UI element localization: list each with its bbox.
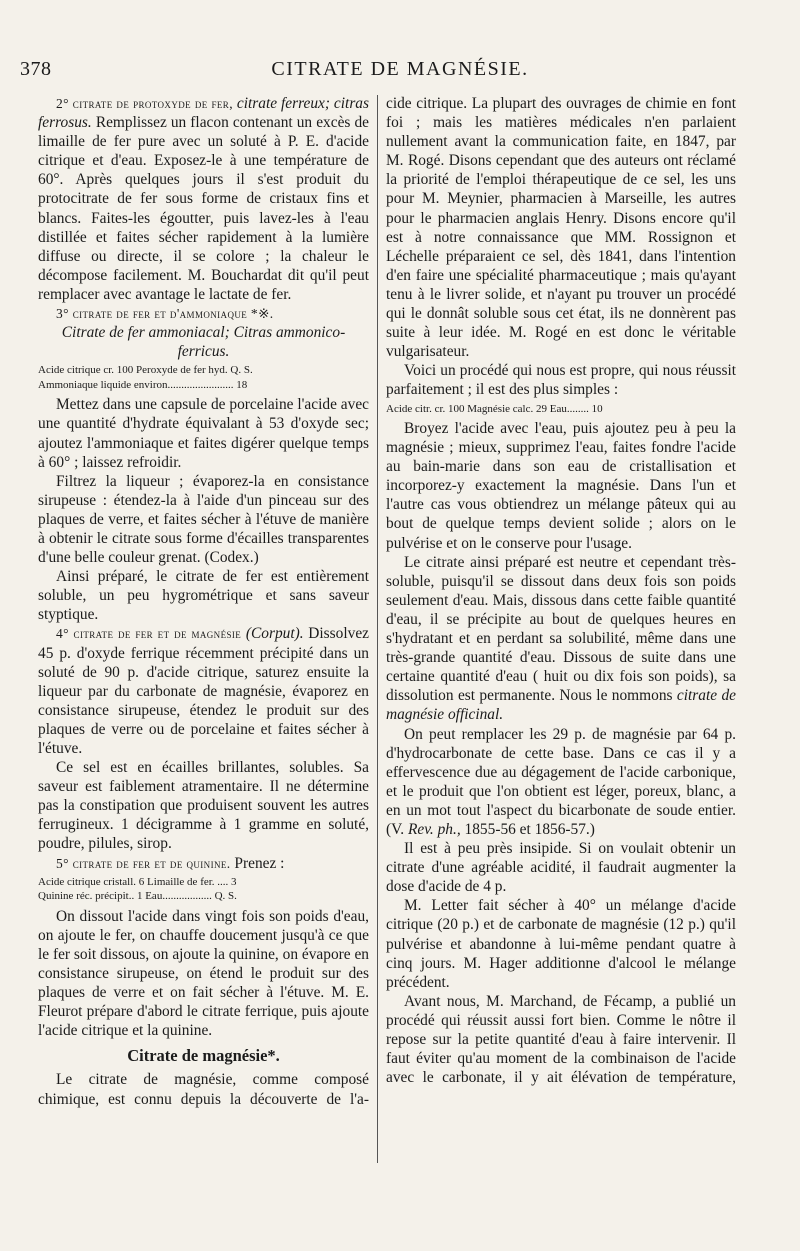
- section-3-paragraph-3: Ainsi préparé, le citrate de fer est entièrement soluble, un peu hygrométrique et sans saveur styptique.: [38, 568, 369, 624]
- column-divider: [377, 95, 378, 1163]
- section-4-text: Dissolvez 45 p. d'oxyde ferrique récemment précipité dans un soluté de 90 p. d'acide citrique, saturez ensuite la liqueur par du carbonate de magnésie, évaporez en consistance sirupeuse, étendez le produit sur des plaques de verre ou de porcelaine et faites sécher à l'étuve.: [38, 625, 369, 757]
- section-4-title: 4° citrate de fer et de magnésie: [56, 626, 242, 642]
- journal-reference: Rev. ph.,: [407, 820, 461, 838]
- section-4-paragraph: [38, 624, 369, 758]
- section-5-title-line: [38, 854, 369, 873]
- section-4-author: (Corput).: [245, 625, 304, 643]
- section-2-paragraph: [38, 94, 369, 304]
- section-3-formula: [38, 363, 369, 392]
- running-title: CITRATE DE MAGNÉSIE.: [271, 58, 529, 80]
- section-4-paragraph-2: Ce sel est en écailles brillantes, solubles. Sa saveur est faiblement atramentaire. Il ne détermine pas la constipation que produisent souvent les autres ferrugineux. 1 décigramme à 1 gramme en soluté, poudre, pilules, sirop.: [38, 759, 369, 853]
- right-paragraph-3: Broyez l'acide avec l'eau, puis ajoutez peu à peu la magnésie ; mieux, supprimez l'eau, faites fondre l'acide au bain-marie dans son eau de cristallisation et incorporez-y exactement la magnésie. Dans l'un et l'autre cas vous obtiendrez un mélange pâteux qui au bout de quelque temps devient solide ; alors on le pulvérise et on le conserve pour l'usage.: [386, 420, 736, 552]
- section-2-latin: citrate ferreux; citras ferrosus.: [38, 95, 369, 132]
- section-5-lead: Prenez :: [234, 854, 285, 872]
- page-header: [20, 58, 780, 88]
- right-paragraph-6: Il est à peu près insipide. Si on voulait obtenir un citrate d'une agréable acidité, il faudrait augmenter la dose d'acide de 4 p.: [386, 840, 736, 896]
- right-paragraph-7: M. Letter fait sécher à 40° un mélange d'acide citrique (20 p.) et de carbonate de magnésie (12 p.) qu'il pulvérise et abandonne à lui-même pendant quatre à cinq jours. M. Hager additionne d'alcool le mélange précédent.: [386, 897, 736, 991]
- formula-row: Acide citrique cristall. 6 Limaille de fer. .... 3: [38, 875, 237, 888]
- right-paragraph-1: cide citrique. La plupart des ouvrages de chimie en font foi ; mais les matières médicales n'en parlaient nullement avant la communication faite, en 1847, par M. Rogé. Disons cependant que des auteurs ont réclamé la priorité de l'emploi thérapeutique de ce sel, les uns pour M. Meynier, pharmacien à Marseille, les autres pour le pharmacien anglais Henry. Disons encore qu'il est à notre connaissance que MM. Rossignon et Léchelle préparaient ce sel, dès 1841, dans l'intention d'en faire une spécialité pharmaceutique ; mais qu'ayant tenu à le livrer solide, et n'ayant pu trouver un procédé qui le donnât soluble sous cet état, ils ne donnèrent pas suite à leur idée. M. Rogé en est donc le véritable vulgarisateur.: [386, 95, 736, 361]
- left-column: [38, 94, 369, 1109]
- section-5-title: 5° citrate de fer et de quinine.: [56, 855, 231, 871]
- right-paragraph-4-text: Le citrate ainsi préparé est neutre et cependant très-soluble, puisqu'il se dissout dans deux fois son poids seulement d'eau. Mais, dissous dans cette faible quantité d'eau, il se précipite au bout de quelques heures en s'hydratant et en perdant sa solubilité, même dans une très-grande quantité d'eau. Dissous de suite dans une certaine quantité d'eau ( huit ou dix fois son poids), sa dissolution est permanente. Nous le nommons: [386, 553, 736, 705]
- formula-row: Ammoniaque liquide environ........................ 18: [38, 378, 248, 391]
- formula-row: Acide citrique cr. 100 Peroxyde de fer hyd. Q. S.: [38, 364, 253, 377]
- section-3-title-line: [38, 304, 369, 323]
- right-paragraph-8: Avant nous, M. Marchand, de Fécamp, a publié un procédé qui réussit aussi fort bien. Comme le nôtre il repose sur la petite quantité d'eau à faire intervenir. Il faut éviter qu'au moment de la combinaison de l'acide avec le carbonate, il y ait élévation de température,: [386, 992, 736, 1087]
- right-paragraph-5: [386, 725, 736, 840]
- section-2-text: Remplissez un flacon contenant un excès de limaille de fer pure avec un soluté à P. E. d'acide citrique et d'eau. Exposez-le à une température de 60°. Après quelques jours il s'est produit du protocitrate de fer sous forme de cristaux fins et blancs. Faites-les égoutter, puis lavez-les à l'eau distillée et faites sécher rapidement à la lumière diffuse ou directe, il se colore ; la chaleur le décompose facilement. M. Bouchardat dit qu'il peut remplacer avec avantage le lactate de fer.: [38, 114, 369, 303]
- section-2-title: 2° citrate de protoxyde de fer,: [56, 96, 233, 111]
- page-number: 378: [20, 58, 52, 80]
- magnesium-citrate-intro: Le citrate de magnésie, comme composé chimique, est connu depuis la découverte de l'a-: [38, 1071, 369, 1108]
- section-3-paragraph-2: Filtrez la liqueur ; évaporez-la en consistance sirupeuse : étendez-la à l'aide d'un pinceau sur des plaques de verre, et faites sécher à l'étuve de manière à obtenir le citrate sous forme d'écailles transparentes d'une belle couleur grenat. (Codex.): [38, 472, 369, 567]
- section-5-paragraph: On dissout l'acide dans vingt fois son poids d'eau, on ajoute le fer, on chauffe doucement jusqu'à ce que le fer soit dissous, on ajoute la quinine, on évapore en consistance sirupeuse, on étend le produit sur des plaques de verre et on fait sécher à l'étuve. M. E. Fleurot prépare d'abord le citrate ferrique, puis ajoute l'acide citrique et la quinine.: [38, 907, 369, 1040]
- section-3-latin: [38, 323, 369, 361]
- officinal-name: citrate de magnésie officinal.: [386, 687, 736, 724]
- formula-row: Acide citr. cr. 100 Magnésie calc. 29 Eau........ 10: [386, 402, 603, 415]
- magnesium-formula: [386, 402, 736, 417]
- right-paragraph-4: [386, 553, 736, 725]
- section-5-formula: [38, 875, 369, 904]
- right-column: [386, 94, 736, 1087]
- right-paragraph-2: Voici un procédé qui nous est propre, qui nous réussit parfaitement ; il est des plus simples :: [386, 362, 736, 399]
- section-3-latin-text: Citrate de fer ammoniacal; Citras ammonico-ferricus.: [61, 324, 346, 361]
- right-paragraph-5-text: On peut remplacer les 29 p. de magnésie par 64 p. d'hydrocarbonate de cette base. Dans ce cas il y a effervescence due au dégagement de l'acide carbonique, et le produit que l'on obtient est léger, poreux, blanc, a en un mot tout l'aspect du bicarbonate de soude entier. (V.: [386, 725, 736, 838]
- formula-row: Quinine réc. précipit.. 1 Eau.................. Q. S.: [38, 890, 237, 903]
- magnesium-citrate-heading: Citrate de magnésie*.: [127, 1046, 280, 1066]
- section-3-paragraph-1: Mettez dans une capsule de porcelaine l'acide avec une quantité d'hydrate équivalant à 53 d'oxyde sec; ajoutez l'ammoniaque et faites digérer quelque temps à 60° ; laissez refroidir.: [38, 396, 369, 471]
- right-paragraph-5-end: 1855-56 et 1856-57.): [464, 820, 595, 838]
- section-3-title: 3° citrate de fer et d'ammoniaque *※.: [56, 306, 274, 322]
